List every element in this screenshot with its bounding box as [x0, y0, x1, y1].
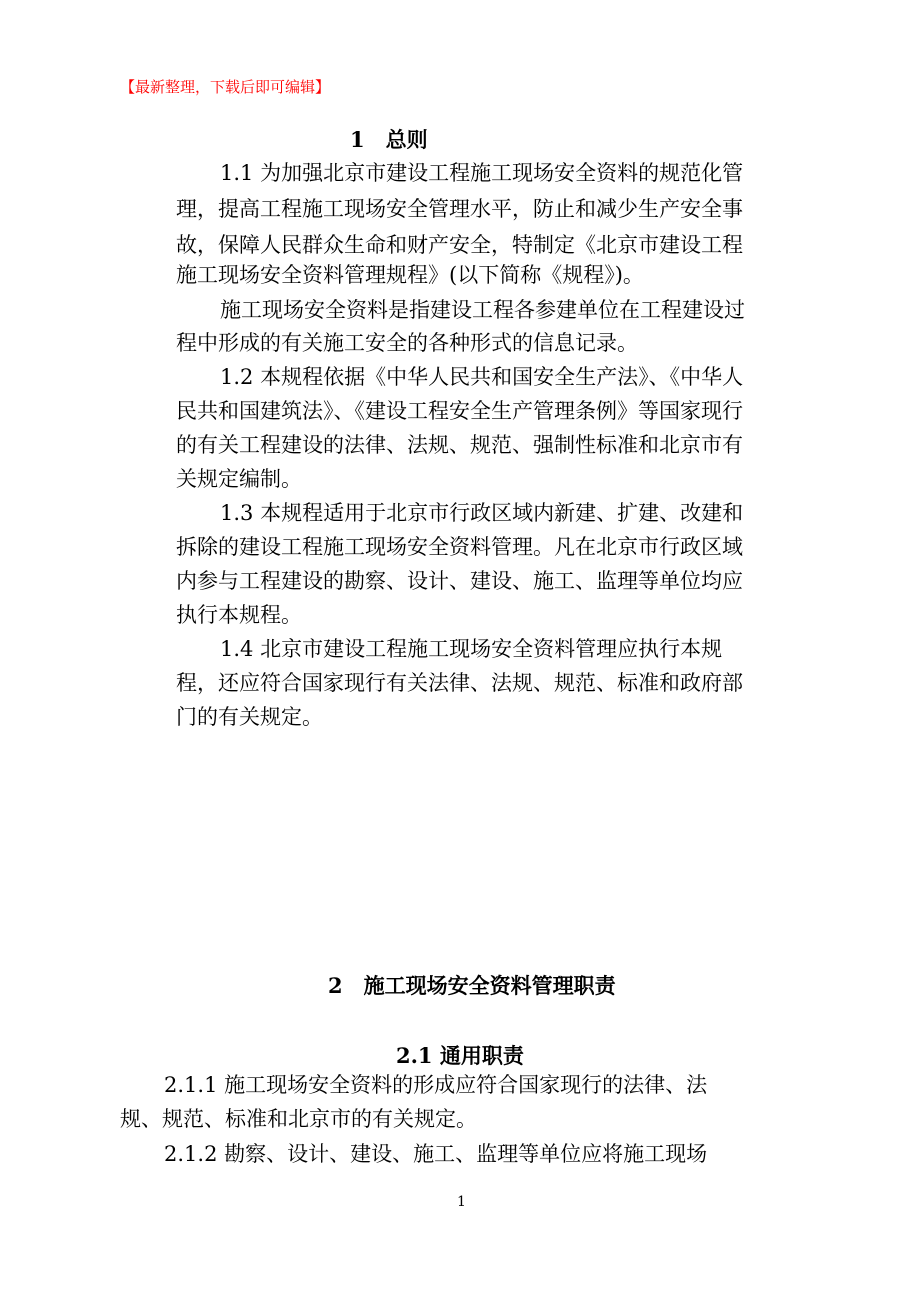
paragraph-1-2-line: 1.2 本规程依据《中华人民共和国安全生产法》、《中华人: [220, 365, 744, 389]
paragraph-1-1-line: 1.1 为加强北京市建设工程施工现场安全资料的规范化管: [220, 161, 744, 185]
section-2-heading: 2 施工现场安全资料管理职责: [328, 973, 616, 998]
page-number: 1: [457, 1194, 466, 1210]
paragraph-1-2-line: 关规定编制。: [176, 467, 302, 491]
paragraph-1-4-line: 1.4 北京市建设工程施工现场安全资料管理应执行本规: [220, 637, 723, 661]
paragraph-1-1-line: 施工现场安全资料管理规程》(以下简称《规程》)。: [176, 263, 644, 287]
paragraph-1-1-line: 故，保障人民群众生命和财产安全，特制定《北京市建设工程: [176, 233, 743, 257]
paragraph-1-1b-line: 施工现场安全资料是指建设工程各参建单位在工程建设过: [220, 298, 745, 322]
paragraph-2-1-2-line: 2.1.2 勘察、设计、建设、施工、监理等单位应将施工现场: [164, 1142, 708, 1166]
paragraph-1-1-line: 理，提高工程施工现场安全管理水平，防止和减少生产安全事: [176, 197, 743, 221]
watermark-notice: 【最新整理，下载后即可编辑】: [120, 78, 331, 96]
section-2-1-heading: 2.1 通用职责: [396, 1043, 524, 1068]
paragraph-1-3-line: 内参与工程建设的勘察、设计、建设、施工、监理等单位均应: [176, 569, 743, 593]
paragraph-1-1b-line: 程中形成的有关施工安全的各种形式的信息记录。: [176, 331, 638, 355]
paragraph-2-1-1-line: 规、规范、标准和北京市的有关规定。: [120, 1107, 477, 1131]
paragraph-1-3-line: 1.3 本规程适用于北京市行政区域内新建、扩建、改建和: [220, 501, 744, 525]
paragraph-1-2-line: 民共和国建筑法》、《建设工程安全生产管理条例》等国家现行: [176, 399, 743, 423]
paragraph-1-4-line: 门的有关规定。: [176, 705, 323, 729]
paragraph-2-1-1-line: 2.1.1 施工现场安全资料的形成应符合国家现行的法律、法: [164, 1073, 708, 1097]
section-1-heading: 1 总则: [350, 127, 428, 152]
paragraph-1-3-line: 执行本规程。: [176, 603, 302, 627]
paragraph-1-3-line: 拆除的建设工程施工现场安全资料管理。凡在北京市行政区域: [176, 535, 743, 559]
paragraph-1-4-line: 程，还应符合国家现行有关法律、法规、规范、标准和政府部: [176, 671, 743, 695]
paragraph-1-2-line: 的有关工程建设的法律、法规、规范、强制性标准和北京市有: [176, 433, 743, 457]
